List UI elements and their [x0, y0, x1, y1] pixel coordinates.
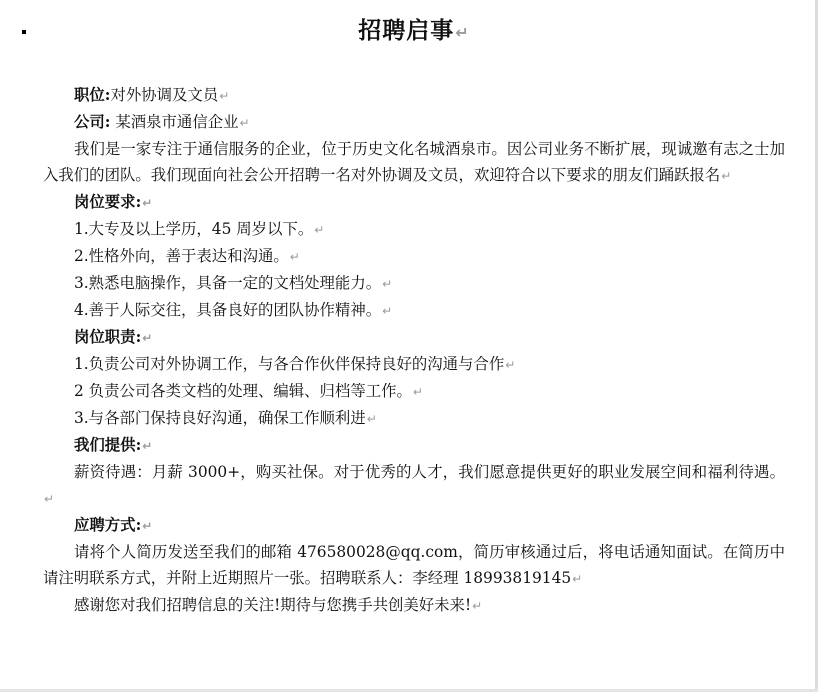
paragraph-mark-icon: ↵: [314, 223, 325, 237]
offer-heading[interactable]: 我们提供:↵: [74, 436, 153, 454]
paragraph-mark-icon: ↵: [44, 492, 55, 506]
intro-text: 我们是一家专注于通信服务的企业，位于历史文化名城酒泉市。因公司业务不断扩展，现诚邀有志之士加入我们的团队。我们现面向社会公开招聘一名对外协调及文员，欢迎符合以下要求的朋友们踊跃报名: [43, 140, 785, 184]
paragraph-mark-icon: ↵: [572, 572, 583, 586]
blank-line: [43, 48, 785, 82]
paragraph-mark-icon: ↵: [219, 89, 230, 103]
paragraph-mark-icon: ↵: [289, 250, 300, 264]
requirement-item[interactable]: 4.善于人际交往，具备良好的团队协作精神。↵: [74, 301, 393, 319]
requirement-item[interactable]: 1.大专及以上学历，45 周岁以下。↵: [74, 220, 325, 238]
paragraph-mark-icon: ↵: [382, 277, 393, 291]
position-label: 职位:: [74, 86, 111, 104]
closing-paragraph[interactable]: 感谢您对我们招聘信息的关注!期待与您携手共创美好未来!↵: [74, 596, 483, 614]
apply-heading[interactable]: 应聘方式:↵: [74, 516, 153, 534]
paragraph-mark-icon: ↵: [472, 599, 483, 613]
paragraph-mark-icon: ↵: [142, 519, 153, 533]
paragraph-mark-icon: ↵: [366, 412, 377, 426]
company-line[interactable]: [43, 109, 785, 136]
paragraph-mark-icon: ↵: [412, 385, 423, 399]
page-bullet-marker: [22, 30, 26, 34]
duty-item[interactable]: 2 负责公司各类文档的处理、编辑、归档等工作。↵: [74, 382, 423, 400]
paragraph-mark-icon: ↵: [239, 116, 250, 130]
paragraph-mark-icon: ↵: [142, 331, 153, 345]
paragraph-mark-icon: ↵: [382, 304, 393, 318]
paragraph-mark-icon: ↵: [142, 196, 153, 210]
intro-paragraph[interactable]: [43, 136, 785, 189]
document-title[interactable]: 招聘启事↵: [358, 17, 470, 44]
company-label: 公司:: [74, 113, 111, 131]
paragraph-mark-icon: ↵: [505, 358, 516, 372]
requirement-item[interactable]: 3.熟悉电脑操作，具备一定的文档处理能力。↵: [74, 274, 393, 292]
paragraph-mark-icon: ↵: [721, 169, 732, 183]
duty-item[interactable]: 1.负责公司对外协调工作，与各合作伙伴保持良好的沟通与合作↵: [74, 355, 516, 373]
position-value: 对外协调及文员: [110, 86, 219, 104]
requirement-item[interactable]: 2.性格外向，善于表达和沟通。↵: [74, 247, 300, 265]
paragraph-mark-icon: ↵: [142, 439, 153, 453]
duties-heading[interactable]: 岗位职责:↵: [74, 328, 153, 346]
requirements-heading[interactable]: 岗位要求:↵: [74, 193, 153, 211]
paragraph-mark-icon: ↵: [455, 23, 470, 42]
company-value: 某酒泉市通信企业: [110, 113, 239, 131]
duty-item[interactable]: 3.与各部门保持良好沟通，确保工作顺利进↵: [74, 409, 377, 427]
document-body: [43, 0, 785, 619]
offer-paragraph[interactable]: 薪资待遇：月薪 3000+，购买社保。对于优秀的人才，我们愿意提供更好的职业发展空间和福利待遇。↵: [44, 463, 785, 506]
position-line[interactable]: [43, 82, 785, 109]
apply-paragraph[interactable]: 请将个人简历发送至我们的邮箱 476580028@qq.com，简历审核通过后，将电话通知面试。在简历中请注明联系方式，并附上近期照片一张。招聘联系人：李经理 18993819145↵: [43, 543, 785, 587]
